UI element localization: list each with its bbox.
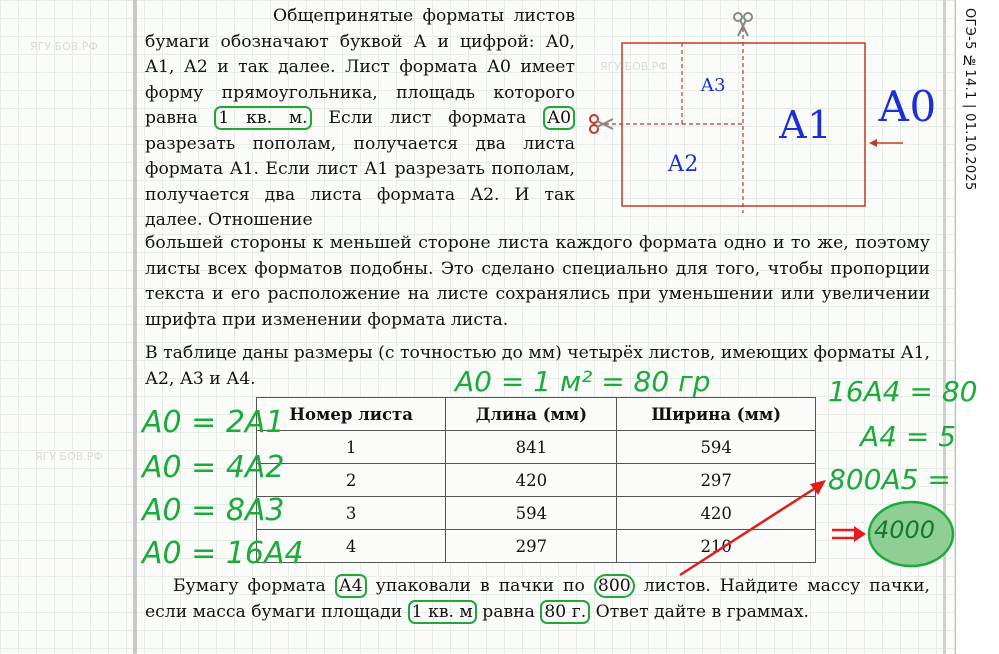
handwritten-note: A0 = 1 м² = 80 гр [455,365,711,398]
boxed-area: 1 кв. м. [214,106,311,130]
table-cell: 210 [617,530,816,563]
paragraph-intro-continued: большей стороны к меньшей стороне листа каждого формата одно и то же, поэтому листы всех форматов подобны. Это сделано специально для того, чтобы пропорции текста и его расположение на листе сохранялись при уменьшении или увеличении шрифта при изменении формата листа. [145,233,930,330]
scissors-icon [734,13,752,36]
table-cell: 297 [446,530,617,563]
implies-arrow-head [854,526,866,542]
label-a3: А3 [700,75,726,96]
red-arrow-head [810,480,826,495]
text: Общепринятые форматы листов бумаги обозначают буквой А и цифрой: А0, А1, А2 и так далее. Лист формата А0 имеет форму прямоугольника, площадь которого равна [145,6,575,128]
paragraph-table-intro: В таблице даны размеры (с точностью до мм) четырёх листов, имеющих форматы А1, А2, А3 и А4. [145,343,930,389]
label-a2: А2 [667,152,699,177]
table-cell: 297 [617,464,816,497]
text: Если лист формата [311,108,544,128]
table-cell: 4 [257,530,446,563]
table-cell: 3 [257,497,446,530]
text: Ответ дайте в граммах. [590,601,810,622]
text: разрезать пополам, получается два листа формата А1. Если лист А1 разрезать пополам, получается два листа формата А2. И так далее. Отношение [145,133,575,230]
boxed-a4: А4 [335,574,367,598]
column-header: Длина (мм) [446,398,617,431]
column-header: Ширина (мм) [617,398,816,431]
text: равна [476,601,541,622]
label-a0: А0 [877,82,937,131]
handwritten-note: A0 = 8A3 [142,493,285,528]
circled-800: 800 [594,574,635,598]
margin-line [133,0,137,654]
problem-code: ОГЭ-5 №14.1 | 01.10.2025 [962,8,977,191]
table-cell: 594 [617,431,816,464]
table-header-row [257,398,816,431]
text: упаковали в пачки по [366,576,594,596]
label-a1: А1 [778,103,832,147]
table-cell: 1 [257,431,446,464]
watermark: ЯГУ БОВ.РФ [35,450,103,463]
watermark: ЯГУ БОВ.РФ [600,60,668,73]
table-cell: 420 [617,497,816,530]
text: Бумагу формата [173,576,335,596]
handwritten-note: A0 = 4A2 [142,450,285,485]
boxed-area: 1 кв. м [408,600,477,624]
column-header: Номер листа [257,398,446,431]
boxed-a0: А0 [543,106,575,130]
paragraph-intro [145,4,575,234]
boxed-mass: 80 г. [540,600,590,624]
table-row [257,431,816,464]
handwritten-note: 800A5 = [828,463,951,496]
text: листов. Найдите массу пачки, если масса бумаги площади [145,576,930,622]
answer-value: 4000 [874,516,936,544]
handwritten-note: 16A4 = 80 [828,375,978,408]
table-cell: 2 [257,464,446,497]
red-arrow [680,485,820,575]
table-cell: 594 [446,497,617,530]
table-cell: 841 [446,431,617,464]
paper-formats-figure [585,8,945,213]
arrow-head [869,139,877,147]
handwritten-note: A4 = 5 [860,420,957,453]
scissors-icon [590,115,613,133]
handwritten-note: A0 = 2A1 [142,405,285,440]
handwritten-note: A0 = 16A4 [142,536,304,571]
watermark: ЯГУ БОВ.РФ [30,40,98,53]
table-cell: 420 [446,464,617,497]
